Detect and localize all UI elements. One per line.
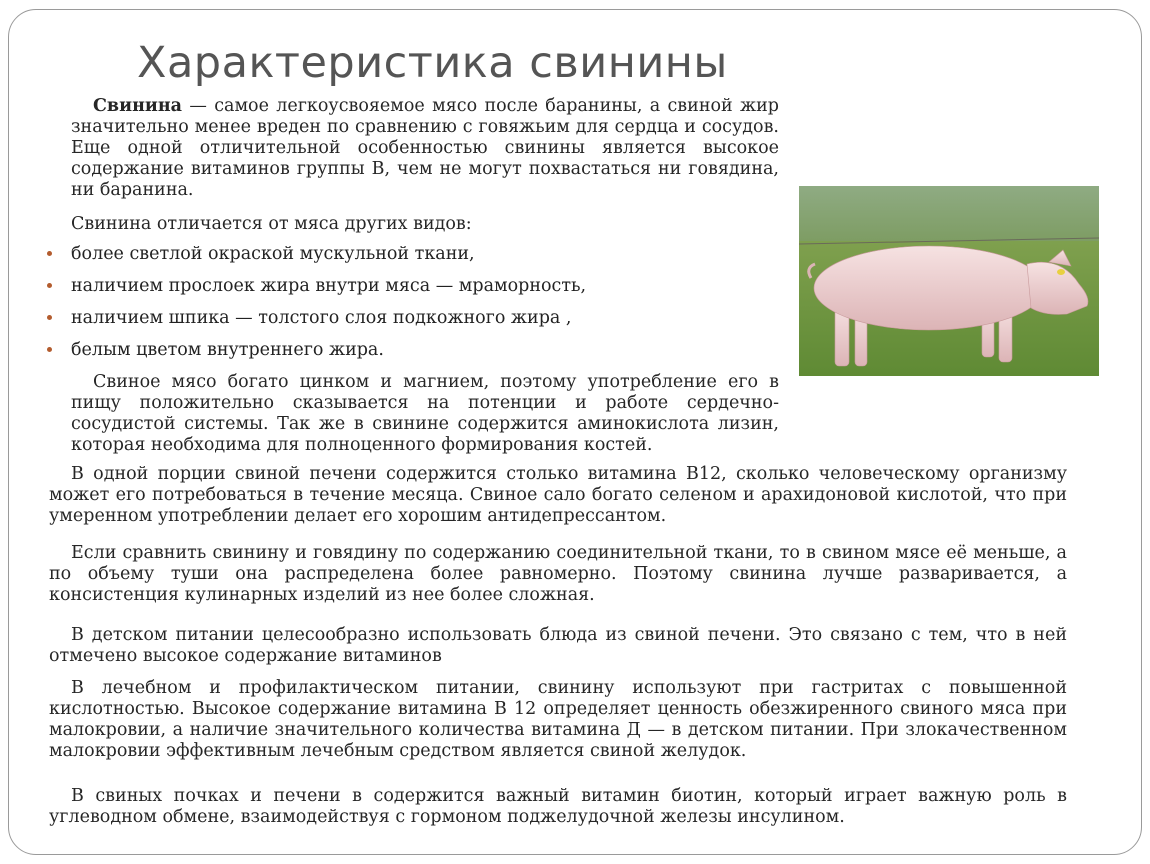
paragraph-text: В лечебном и профилактическом питании, свинину используют при гастритах с повышенной кислотностью. Высокое содержание витамина В 12 определяет ценность обезжиренного свиного мяса при малокровии, а наличие значительного количества витамина Д — в детском питании. При злокачественном малокровии эффективным лечебным средством является свиной желудок. bbox=[49, 678, 1067, 761]
paragraph-child-nutrition bbox=[49, 625, 1067, 667]
list-intro: Свинина отличается от мяса других видов: bbox=[71, 214, 472, 234]
list-item-text: наличием прослоек жира внутри мяса — мраморность, bbox=[71, 276, 587, 296]
paragraph-pork-intro bbox=[71, 96, 779, 201]
bullet-icon bbox=[47, 347, 52, 352]
paragraph-text: Если сравнить свинину и говядину по содержанию соединительной ткани, то в свином мясе её меньше, а по объему туши она распределена более равномерно. Поэтому свинина лучше разваривается, а консистенция кулинарных изделий из нее более сложная. bbox=[49, 543, 1067, 605]
bullet-icon bbox=[47, 251, 52, 256]
pig-photo bbox=[799, 186, 1099, 376]
list-item-text: наличием шпика — толстого слоя подкожного жира , bbox=[71, 308, 572, 328]
list-item-text: более светлой окраской мускульной ткани, bbox=[71, 244, 475, 264]
list-item-text: белым цветом внутреннего жира. bbox=[71, 340, 384, 360]
paragraph-zinc-magnesium bbox=[71, 372, 779, 456]
paragraph-medical-nutrition bbox=[49, 678, 1067, 762]
list-item bbox=[47, 244, 586, 276]
bullet-icon bbox=[47, 283, 52, 288]
pig-photo-icon bbox=[799, 186, 1099, 376]
paragraph-text: Свиное мясо богато цинком и магнием, поэтому употребление его в пищу положительно сказывается на потенции и работе сердечно-сосудистой системы. Так же в свинине содержится аминокислота лизин, которая необходима для полноценного формирования костей. bbox=[71, 372, 779, 455]
list-item bbox=[47, 340, 586, 372]
paragraph-text: В детском питании целесообразно использовать блюда из свиной печени. Это связано с тем, что в ней отмечено высокое содержание витаминов bbox=[49, 625, 1067, 666]
paragraph-pork-intro-text: — самое легкоусвояемое мясо после баранины, а свиной жир значительно менее вреден по сравнению с говяжьим для сердца и сосудов. Еще одной отличительной особенностью свинины является высокое содержание витаминов группы В, чем не могут похвастаться ни говядина, ни баранина. bbox=[71, 96, 779, 200]
paragraph-liver-b12 bbox=[49, 464, 1067, 527]
slide-title: Характеристика свинины bbox=[137, 38, 728, 88]
list-item bbox=[47, 308, 586, 340]
bullet-icon bbox=[47, 315, 52, 320]
paragraph-text: В одной порции свиной печени содержится столько витамина В12, сколько человеческому организму может его потребоваться в течение месяца. Свиное сало богато селеном и арахидоновой кислотой, что при умеренном употреблении делает его хорошим антидепрессантом. bbox=[49, 464, 1067, 526]
slide bbox=[8, 9, 1142, 855]
paragraph-connective-tissue bbox=[49, 543, 1067, 606]
paragraph-text: В свиных почках и печени в содержится важный витамин биотин, который играет важную роль в углеводном обмене, взаимодействуя с гормоном поджелудочной железы инсулином. bbox=[49, 786, 1067, 827]
paragraph-biotin bbox=[49, 786, 1067, 828]
list-item bbox=[47, 276, 586, 308]
lead-word: Свинина bbox=[93, 96, 183, 116]
feature-list bbox=[47, 244, 586, 372]
